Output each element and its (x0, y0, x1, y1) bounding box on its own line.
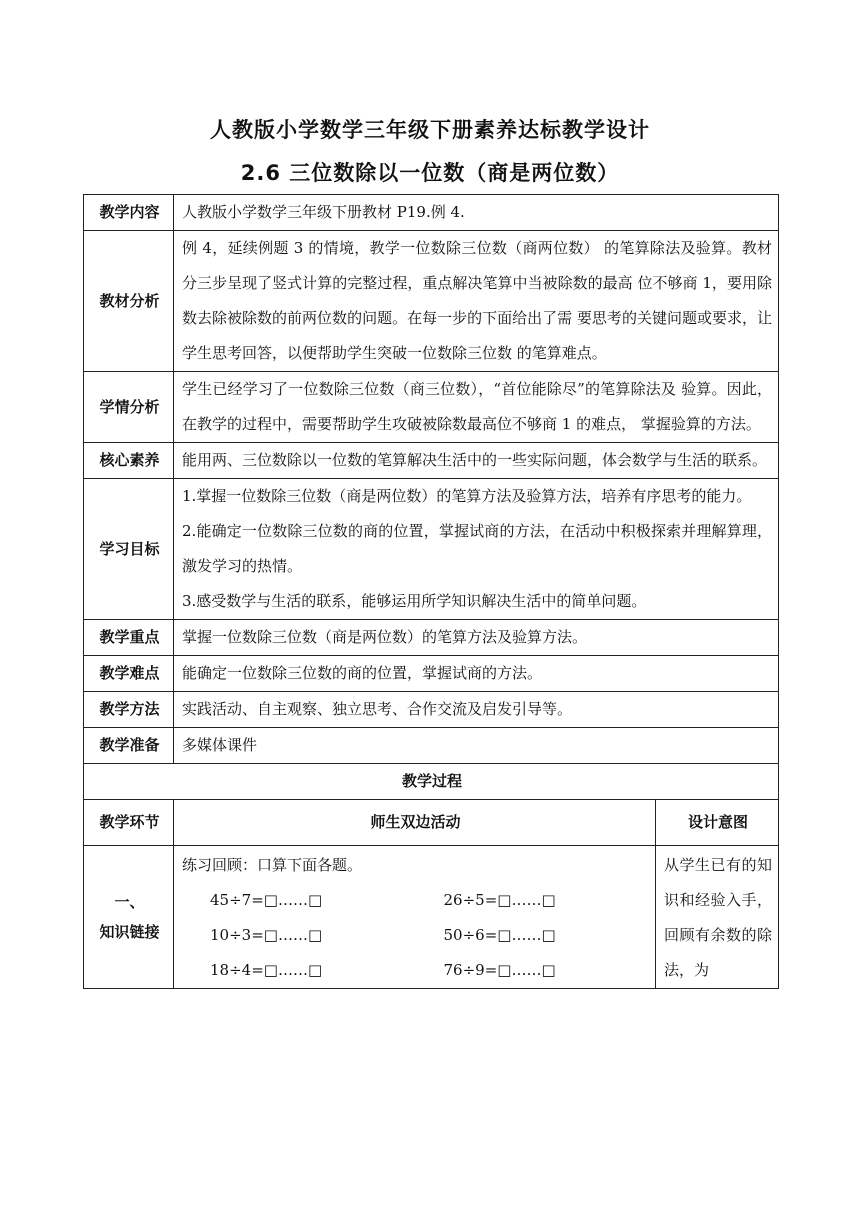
row-label: 教学内容 (84, 195, 174, 231)
document-title: 人教版小学数学三年级下册素养达标教学设计 (210, 118, 650, 142)
stage-intro: 练习回顾：口算下面各题。 (182, 856, 363, 874)
row-learning-goals (84, 479, 779, 620)
expression-row (182, 918, 649, 953)
row-textbook-analysis (84, 231, 779, 372)
row-content (84, 195, 779, 231)
row-text: 实践活动、自主观察、独立思考、合作交流及启发引导等。 (182, 700, 573, 718)
row-difficulty (84, 656, 779, 692)
expression: 50÷6=□……□ (443, 926, 556, 944)
row-label: 核心素养 (84, 443, 174, 479)
col-header-intent: 设计意图 (656, 800, 779, 846)
process-title: 教学过程 (84, 764, 779, 800)
row-label: 教学重点 (84, 620, 174, 656)
lesson-plan-table (83, 194, 779, 989)
row-core-literacy (84, 443, 779, 479)
col-header-activity: 师生双边活动 (174, 800, 656, 846)
row-label: 教学难点 (84, 656, 174, 692)
design-intent: 从学生已有的知识和经验入手，回顾有余数的除法，为 (664, 856, 772, 979)
stage-name: 知识链接 (99, 923, 160, 941)
expression-row (182, 953, 649, 988)
row-text: 能确定一位数除三位数的商的位置，掌握试商的方法。 (182, 664, 543, 682)
goal-item: 2.能确定一位数除三位数的商的位置，掌握试商的方法，在活动中积极探索并理解算理，激发学习的热情。 (182, 522, 772, 575)
expression: 10÷3=□……□ (210, 926, 323, 944)
lesson-title: 2.6 三位数除以一位数（商是两位数） (240, 161, 620, 185)
row-process-title (84, 764, 779, 800)
row-text: 例 4，延续例题 3 的情境，教学一位数除三位数（商两位数） 的笔算除法及验算。教材分三步呈现了竖式计算的完整过程，重点解决笔算中当被除数的最高 位不够商 1，要用除数去除被除数的前两位数的问题。在每一步的下面给出了需 要思考的关键问题或要求，让学生思考回答，以便帮助学生突破一位数除三位数 的笔算难点。 (182, 239, 772, 362)
goal-item: 1.掌握一位数除三位数（商是两位数）的笔算方法及验算方法，培养有序思考的能力。 (182, 487, 752, 505)
expression: 76÷9=□……□ (443, 961, 556, 979)
row-text: 掌握一位数除三位数（商是两位数）的笔算方法及验算方法。 (182, 628, 588, 646)
expression: 45÷7=□……□ (210, 891, 323, 909)
row-label: 教学准备 (84, 728, 174, 764)
row-stage-1 (84, 846, 779, 989)
row-text: 多媒体课件 (182, 736, 258, 754)
row-label: 教学方法 (84, 692, 174, 728)
row-method (84, 692, 779, 728)
row-text: 能用两、三位数除以一位数的笔算解决生活中的一些实际问题，体会数学与生活的联系。 (182, 451, 768, 469)
col-header-stage: 教学环节 (84, 800, 174, 846)
goal-item: 3.感受数学与生活的联系，能够运用所学知识解决生活中的简单问题。 (182, 592, 647, 610)
row-label: 学情分析 (84, 372, 174, 443)
row-key-point (84, 620, 779, 656)
row-process-header (84, 800, 779, 846)
row-label: 学习目标 (84, 479, 174, 620)
row-student-analysis (84, 372, 779, 443)
expression-row (182, 883, 649, 918)
expression: 26÷5=□……□ (443, 891, 556, 909)
row-text: 学生已经学习了一位数除三位数（商三位数），“首位能除尽”的笔算除法及 验算。因此，在教学的过程中，需要帮助学生攻破被除数最高位不够商 1 的难点， 掌握验算的方法。 (182, 380, 772, 433)
row-text: 人教版小学数学三年级下册教材 P19.例 4. (182, 203, 465, 221)
stage-number: 一、 (114, 893, 145, 911)
row-preparation (84, 728, 779, 764)
row-label: 教材分析 (84, 231, 174, 372)
expression: 18÷4=□……□ (210, 961, 323, 979)
